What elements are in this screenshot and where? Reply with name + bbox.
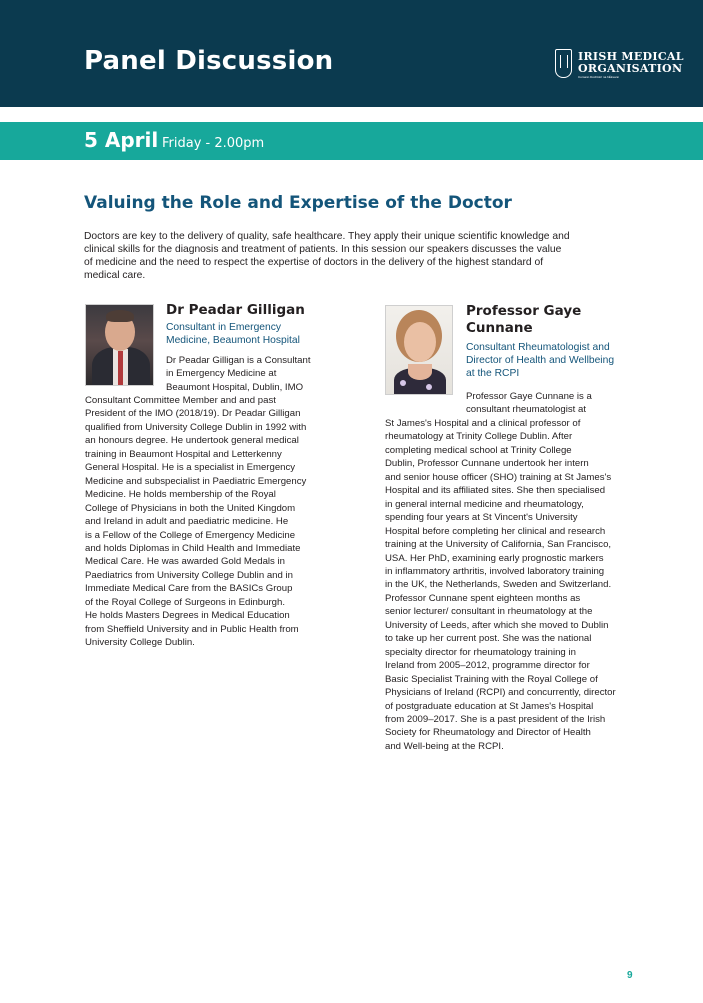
session-title: Valuing the Role and Expertise of the Doctor xyxy=(84,193,512,213)
bio-line: completing medical school at Trinity College xyxy=(385,444,572,456)
session-date: 5 April xyxy=(84,128,159,152)
logo-line1: IRISH MEDICAL xyxy=(578,50,684,63)
bio-line: consultant rheumatologist at xyxy=(466,404,586,416)
bio-line: and senior house officer (SHO) training at St James's xyxy=(385,471,612,483)
bio-line: of postgraduate education at St James's Hospital xyxy=(385,700,594,712)
bio-line: Beaumont Hospital, Dublin, IMO xyxy=(166,381,304,393)
crest-logo xyxy=(555,49,684,83)
bio-line: Hospital and its affiliated sites. She then specialised xyxy=(385,485,606,497)
speaker-bio-intro xyxy=(466,390,592,417)
bio-line: Basic Specialist Training with the Royal College of xyxy=(385,673,598,685)
speaker-bio xyxy=(85,394,306,650)
bio-line: in inflammatory arthritis, involved laboratory training xyxy=(385,565,605,577)
bio-line: Professor Gaye Cunnane is a xyxy=(466,391,592,402)
role-line: at the RCPI xyxy=(466,368,520,379)
speaker-name-line: Professor Gaye xyxy=(466,303,582,319)
logo-line2: ORGANISATION xyxy=(578,62,683,75)
bio-line: Dr Peadar Gilligan is a Consultant xyxy=(166,355,311,366)
bio-line: Ireland from 2005–2012, programme director for xyxy=(385,660,590,672)
bio-line: Professor Cunnane spent eighteen months as xyxy=(385,592,581,604)
bio-line: in Emergency Medicine at xyxy=(166,368,277,380)
page-title: Panel Discussion xyxy=(84,46,334,76)
bio-line: Medical Care. He was awarded Gold Medals in xyxy=(85,556,285,568)
bio-line: Hospital before completing her clinical and research xyxy=(385,525,606,537)
bio-line: Society for Rheumatology and Director of Health xyxy=(385,727,591,739)
role-line: Consultant in Emergency xyxy=(166,322,282,333)
speaker-name xyxy=(166,302,305,319)
bio-line: spending four years at St Vincent's University xyxy=(385,512,578,524)
speaker-photo-gilligan xyxy=(85,304,154,386)
speaker-role xyxy=(466,341,614,380)
bio-line: from Sheffield University and in Public Health from xyxy=(85,623,299,635)
page-number: 9 xyxy=(627,970,633,981)
bio-line: He holds Masters Degrees in Medical Education xyxy=(85,610,290,622)
bio-line: from 2009–2017. She is a past president of the Irish xyxy=(385,713,606,725)
bio-line: Medicine. He holds membership of the Royal xyxy=(85,489,276,501)
role-line: Consultant Rheumatologist and xyxy=(466,342,610,353)
speaker-name-line: Dr Peadar Gilligan xyxy=(166,302,305,318)
logo-line3: Cumann Dochtúirí na hÉireann xyxy=(578,75,620,78)
bio-line: of the Royal College of Surgeons in Edinburgh. xyxy=(85,596,285,608)
bio-line: is a Fellow of the College of Emergency Medicine xyxy=(85,529,296,541)
bio-line: to take up her current post. She was the national xyxy=(385,633,592,645)
bio-line: St James's Hospital and a clinical professor of xyxy=(385,418,581,429)
speaker-bio-intro xyxy=(166,354,311,394)
bio-line: General Hospital. He is a specialist in Emergency xyxy=(85,462,296,474)
bio-line: Consultant Committee Member and and past xyxy=(85,395,276,406)
bio-line: University of Leeds, after which she moved to Dublin xyxy=(385,619,609,631)
bio-line: senior lecturer/ consultant in rheumatology at the xyxy=(385,606,593,618)
bio-line: President of the IMO (2018/19). Dr Peadar Gilligan xyxy=(85,408,301,420)
speaker-name xyxy=(466,303,581,337)
bio-line: Medicine and subspecialist in Paediatric Emergency xyxy=(85,475,307,487)
speaker-photo-cunnane xyxy=(385,305,453,395)
bio-line: and Ireland in adult and paediatric medicine. He xyxy=(85,516,289,528)
session-time: Friday - 2.00pm xyxy=(162,136,265,151)
speaker-name-line: Cunnane xyxy=(466,320,533,336)
bio-line: in general internal medicine and rheumatology, xyxy=(385,498,584,510)
crest-icon xyxy=(555,49,572,78)
bio-line: rheumatology at Trinity College Dublin. After xyxy=(385,431,573,443)
bio-line: and holds Diplomas in Child Health and Immediate xyxy=(85,542,301,554)
bio-line: Paediatrics from University College Dublin and in xyxy=(85,569,293,581)
bio-line: College of Physicians in both the United Kingdom xyxy=(85,502,296,514)
speaker-role xyxy=(166,321,300,347)
intro-line: clinical skills for the diagnosis and treatment of patients. In this session our speakers discusses the value xyxy=(84,244,562,255)
bio-line: an honours degree. He undertook general medical xyxy=(85,435,299,447)
intro-line: of medicine and the need to respect the expertise of doctors in the delivery of the highest standard of xyxy=(84,257,544,268)
role-line: Director of Health and Wellbeing xyxy=(466,355,615,366)
speaker-bio xyxy=(385,417,616,753)
bio-line: Dublin, Professor Cunnane undertook her intern xyxy=(385,458,589,470)
bio-line: in the UK, the Netherlands, Sweden and Switzerland. xyxy=(385,579,612,591)
intro-line: medical care. xyxy=(84,270,146,281)
bio-line: qualified from University College Dublin in 1992 with xyxy=(85,421,307,433)
bio-line: training at the University of California, San Francisco, xyxy=(385,539,612,551)
bio-line: University College Dublin. xyxy=(85,637,195,649)
bio-line: Immediate Medical Care from the BASICs Group xyxy=(85,583,293,595)
bio-line: and Well-being at the RCPI. xyxy=(385,740,504,752)
bio-line: Physicians of Ireland (RCPI) and concurrently, director xyxy=(385,687,616,699)
bio-line: training in Beaumont Hospital and Letterkenny xyxy=(85,448,282,460)
bio-line: specialty director for rheumatology training in xyxy=(385,646,576,658)
intro-line: Doctors are key to the delivery of quality, safe healthcare. They apply their unique scientific knowledge and xyxy=(84,231,570,242)
bio-line: USA. Her PhD, examining early prognostic markers xyxy=(385,552,604,564)
session-intro xyxy=(84,230,636,282)
role-line: Medicine, Beaumont Hospital xyxy=(166,335,300,346)
